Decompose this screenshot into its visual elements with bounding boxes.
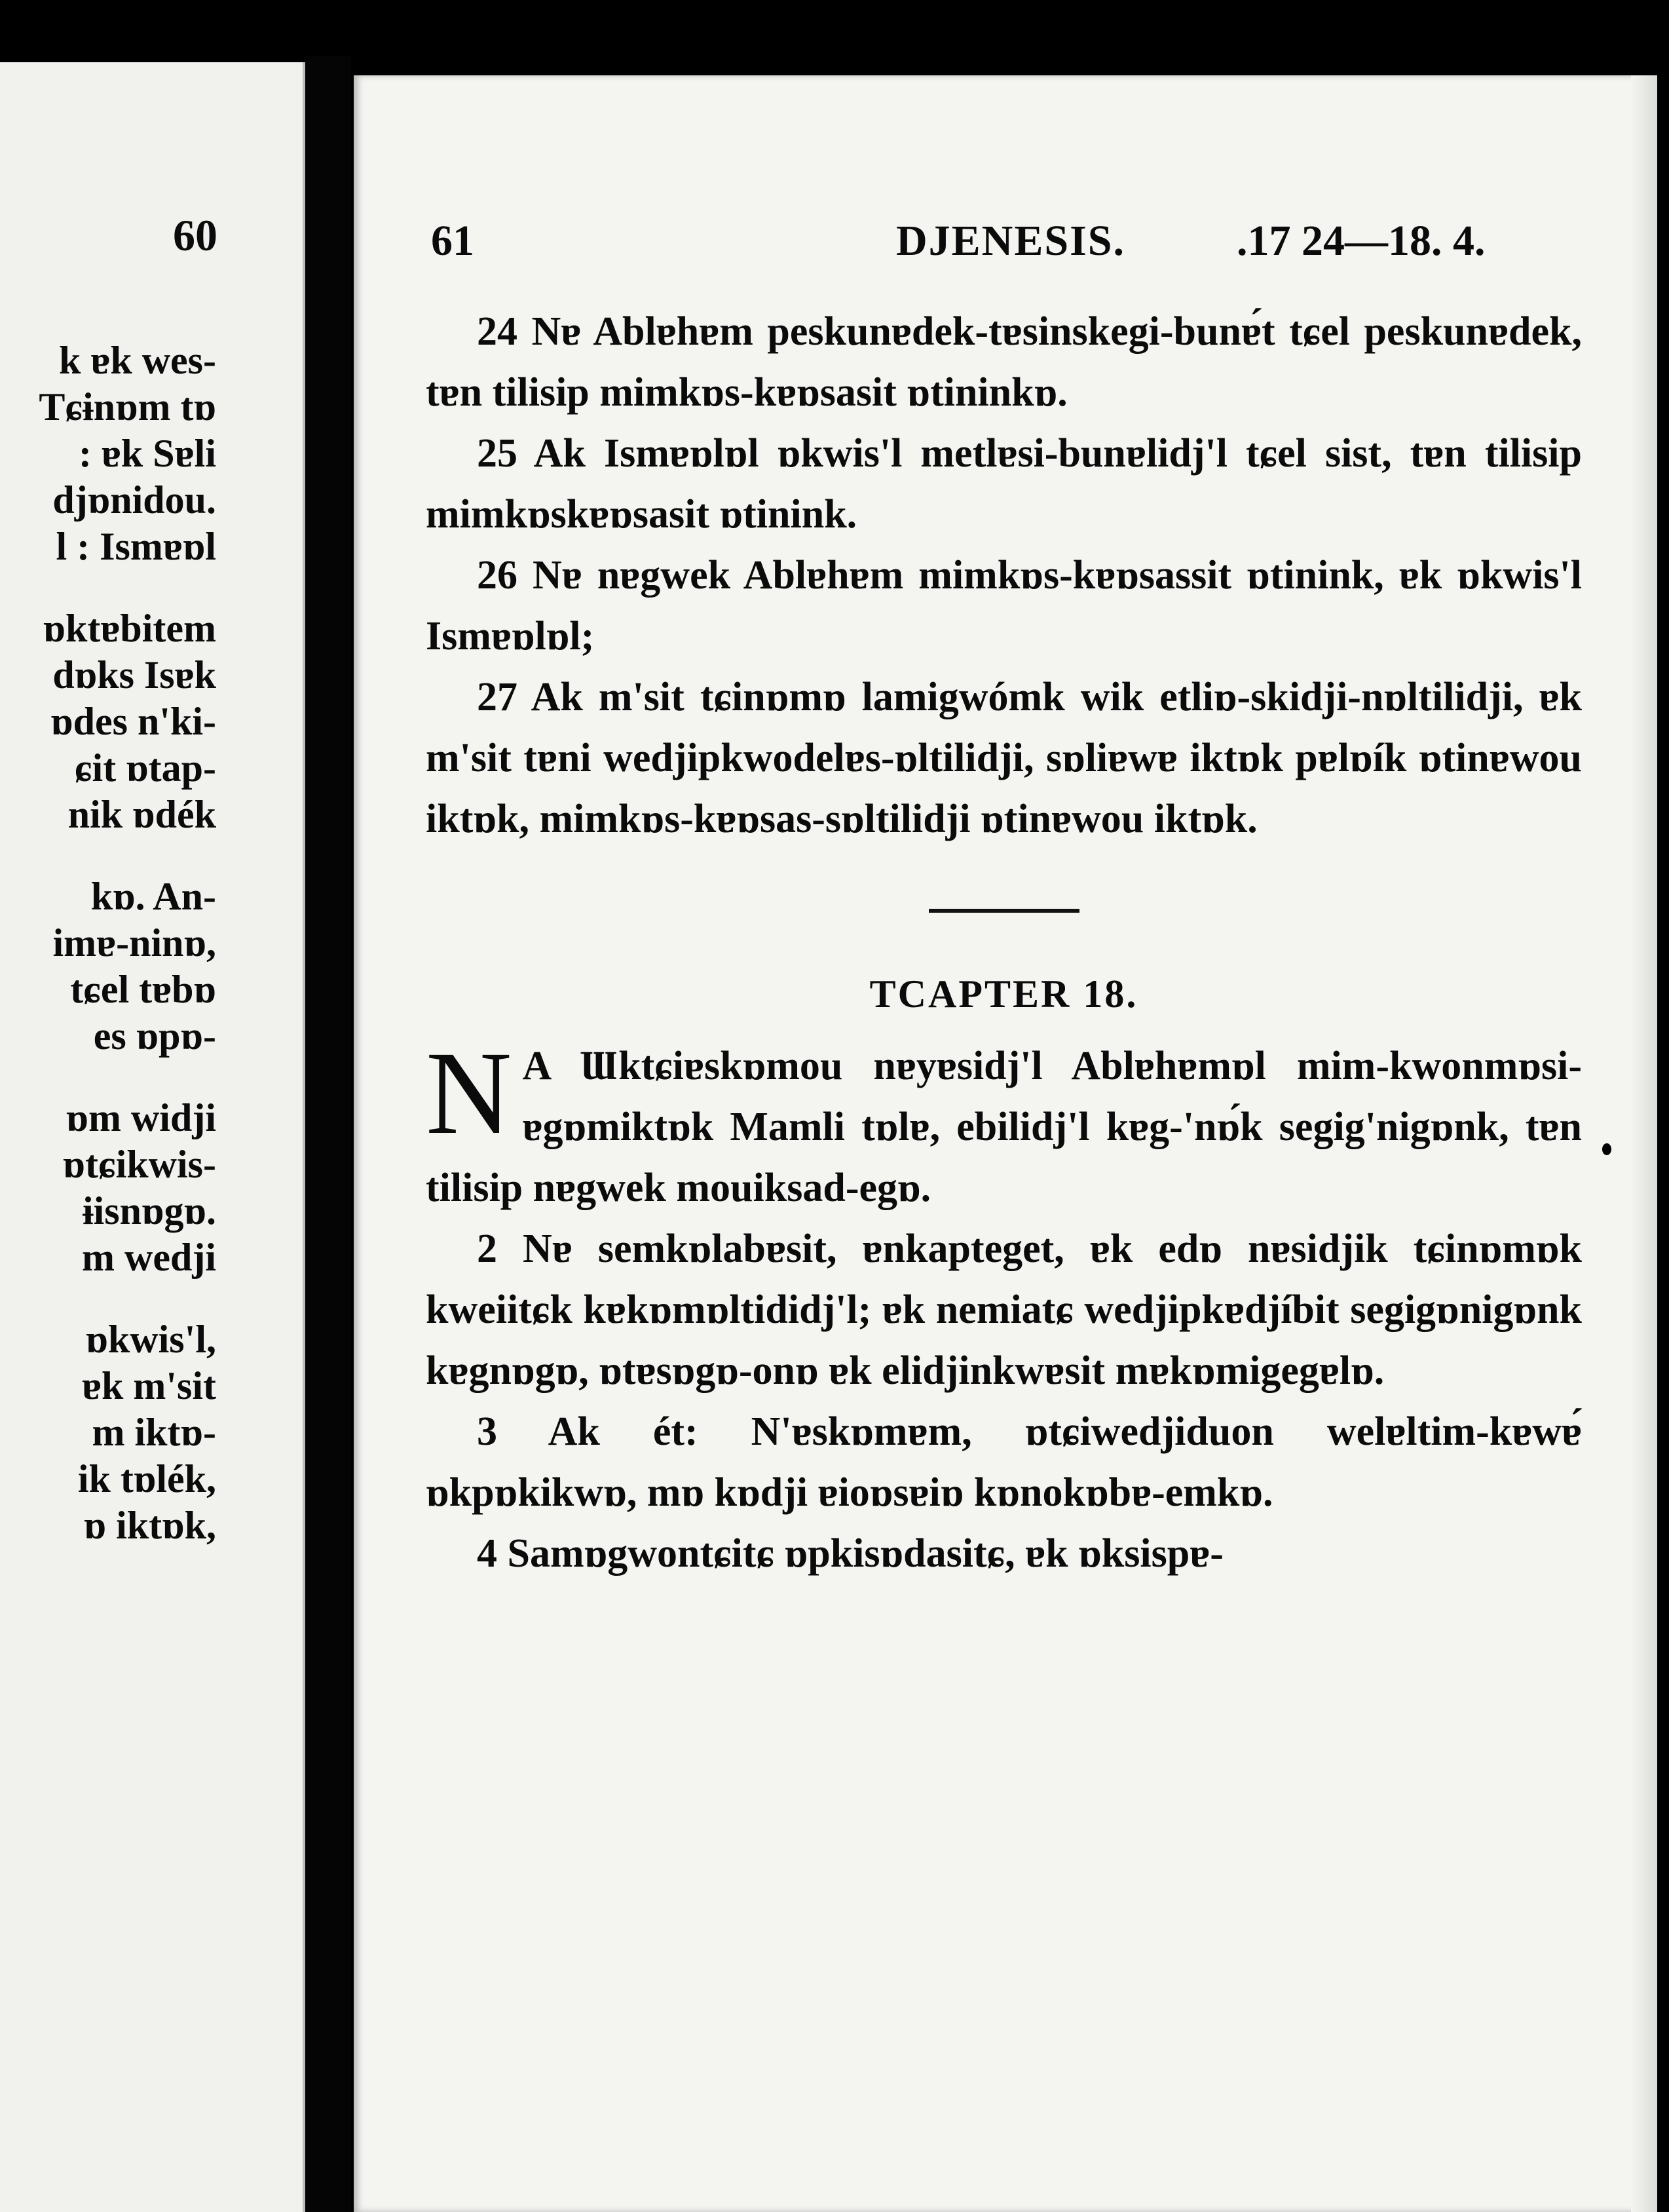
left-line: ik tɒlék, [77, 1457, 216, 1500]
left-line: m wedji [82, 1236, 216, 1279]
page-edge-shadow [1631, 75, 1657, 2212]
left-gap [0, 1281, 216, 1316]
left-line: ɒtɕikwis- [62, 1143, 216, 1186]
chapter-verse-reference: .17 24—18. 4. [1237, 217, 1486, 265]
left-line: imɐ-ninɒ, [52, 921, 216, 964]
verse-paragraph: 4 Samɒgwontɕitɕ ɒpkisɒdasitɕ, ɐk ɒksispɐ- [477, 1531, 1224, 1576]
left-line: l : Ismɐɒl [56, 525, 216, 568]
left-gap [0, 1059, 216, 1095]
left-line: ɒ iktɒk, [83, 1504, 216, 1547]
verse-paragraph: 2 Nɐ semkɒlabɐsit, ɐnkapteget, ɐk edɒ nɐsidjik tɕinɒmɒk kweiitɕk kɐkɒmɒltididj'l; ɐk nemiatɕ wedjipkɐdjíbit segigɒnigɒnk kɐgnɒgɒ, ɒtɐsɒgɒ-onɒ ɐk elidjinkwɐsit mɐkɒmigegɐlɒ. [426, 1227, 1582, 1393]
left-line: dɒks Isɐk [52, 653, 216, 696]
left-line: k ɐk wes- [58, 339, 216, 382]
left-line: kɒ. An- [90, 875, 216, 918]
left-gap [0, 570, 216, 605]
left-line: ɒktɐbitem [43, 607, 216, 650]
left-line: ɒm widji [66, 1096, 216, 1139]
left-line: ɒkwis'l, [85, 1318, 216, 1361]
verse-paragraph: 26 Nɐ nɐgwek Ablɐhɐm mimkɒs-kɐɒsassit ɒtinink, ɐk ɒkwis'l Ismɐɒlɒl; [426, 553, 1582, 658]
verse-paragraph: 27 Ak m'sit tɕinɒmɒ lamigwómk wik etliɒ-skidji-nɒltilidji, ɐk m'sit tɐni wedjipkwodelɐs-ɒltilidji, sɒliɐwɐ iktɒk pɐlɒík ɒtinɐwou iktɒk, mimkɒs-kɐɒsas-sɒltilidji ɒtinɐwou iktɒk. [426, 675, 1582, 841]
verse-paragraph: 24 Nɐ Ablɐhɐm peskunɐdek-tɐsinskegi-bunɐ́t tɕel peskunɐdek, tɐn tilisip mimkɒs-kɐɒsasit ɒtininkɒ. [426, 309, 1582, 415]
left-page [0, 62, 305, 2212]
left-line: ɒdes n'ki- [50, 700, 216, 743]
left-line: ɨisnɒgɒ. [82, 1189, 216, 1232]
left-line: djɒnidou. [52, 478, 216, 522]
verse-paragraph: 25 Ak Ismɐɒlɒl ɒkwis'l metlɐsi-bunɐlidj'l tɕel sist, tɐn tilisip mimkɒskɐɒsasit ɒtinink. [426, 431, 1582, 537]
opening-verse-text: A Ɯktɕiɐskɒmou nɐyɐsidj'l Ablɐhɐmɒl mim-kwonmɒsi-ɐgɒmiktɒk Mamli tɒlɐ, ebilidj'l kɐg-'nɒ́k segig'nigɒnk, tɐn tilisip nɐgwek mouiksad-egɒ. [426, 1044, 1582, 1210]
left-page-number: 60 [173, 210, 217, 260]
left-line: : ɐk Sɐli [78, 432, 216, 475]
left-gap [0, 838, 216, 873]
left-line: m iktɒ- [92, 1411, 216, 1454]
page-body [426, 301, 1582, 1584]
left-line: Tɕɨnɒm tɒ [39, 385, 216, 429]
chapter-heading: TCAPTER 18. [869, 972, 1138, 1016]
page-number: 61 [431, 217, 474, 265]
running-header [431, 216, 1531, 275]
chapter-opening-paragraph [426, 1027, 1582, 1219]
left-line: nik ɒdék [67, 793, 216, 836]
running-title: DJENESIS. [896, 217, 1125, 265]
left-line: ɐk m'sit [81, 1364, 216, 1407]
left-page-text [0, 337, 216, 1549]
left-line: tɕel tɐbɒ [70, 968, 216, 1011]
left-line: ɕit ɒtap- [74, 746, 216, 790]
left-line: es ɒpɒ- [93, 1014, 216, 1058]
scan-speck [1602, 1143, 1611, 1155]
section-divider [929, 909, 1079, 913]
right-page [354, 75, 1657, 2212]
verse-paragraph: 3 Ak ét: N'ɐskɒmɐm, ɒtɕiwedjiduon welɐltim-kɐwɐ́ ɒkpɒkikwɒ, mɒ kɒdji ɐioɒsɐiɒ kɒnokɒbɐ-emkɒ. [426, 1409, 1582, 1515]
book-gutter [305, 56, 351, 2212]
drop-cap: N [426, 1027, 512, 1159]
